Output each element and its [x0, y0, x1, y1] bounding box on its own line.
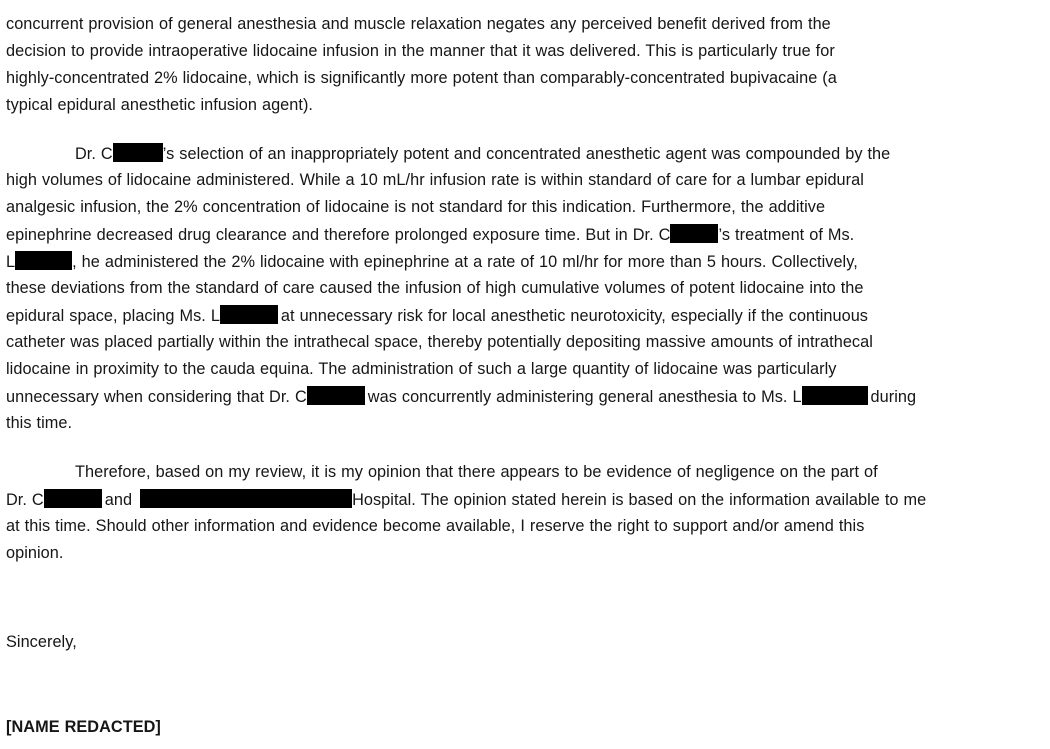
p2-line-4 [6, 224, 854, 245]
redaction-box [44, 489, 102, 508]
signature: [NAME REDACTED] [6, 718, 161, 736]
p2-line-1 [75, 143, 890, 164]
p3-line-3: at this time. Should other information and evidence become available, I reserve the right to support and/or amend this [6, 517, 865, 535]
p2-line-5-a: L [6, 253, 16, 271]
p2-line-7-b: at unnecessary risk for local anesthetic neurotoxicity, especially if the continuous [280, 307, 869, 325]
p2-line-9: lidocaine in proximity to the cauda equina. The administration of such a large quantity of lidocaine was particularly [6, 360, 837, 378]
p2-line-1-b: ’s selection of an inappropriately potent and concentrated anesthetic agent was compounded by the [162, 145, 891, 163]
closing: Sincerely, [6, 633, 77, 651]
p2-line-10-b: was concurrently administering general anesthesia to Ms. L [367, 388, 802, 406]
p3-line-2-a: Dr. C [6, 491, 44, 509]
p3-line-2 [6, 489, 926, 510]
p2-line-3: analgesic infusion, the 2% concentration of lidocaine is not standard for this indication. Furthermore, the additive [6, 198, 826, 216]
redaction-box [220, 305, 278, 324]
p2-line-7-a: epidural space, placing Ms. L [6, 307, 220, 325]
p3-line-2-c: Hospital. The opinion stated herein is based on the information available to me [352, 491, 927, 509]
p1-line-3: highly-concentrated 2% lidocaine, which is significantly more potent than comparably-concentrated bupivacaine (a [6, 69, 837, 87]
p3-line-4: opinion. [6, 544, 64, 562]
redaction-box [802, 386, 868, 405]
p2-line-7 [6, 305, 868, 326]
p2-line-10-a: unnecessary when considering that Dr. C [6, 388, 307, 406]
p2-line-10-c: during [870, 388, 917, 406]
p1-line-4: typical epidural anesthetic infusion agent). [6, 96, 313, 114]
p1-line-1: concurrent provision of general anesthesia and muscle relaxation negates any perceived benefit derived from the [6, 15, 831, 33]
p2-line-6: these deviations from the standard of care caused the infusion of high cumulative volumes of potent lidocaine into the [6, 279, 864, 297]
p2-line-5-b: , he administered the 2% lidocaine with epinephrine at a rate of 10 ml/hr for more than 5 hours. Collectively, [72, 253, 858, 271]
redaction-box [113, 143, 163, 162]
redaction-box [15, 251, 72, 270]
redaction-box [140, 489, 352, 508]
p2-line-4-b: ’s treatment of Ms. [718, 226, 855, 244]
p2-line-8: catheter was placed partially within the intrathecal space, thereby potentially depositing massive amounts of intrathecal [6, 333, 873, 351]
redaction-box [670, 224, 718, 243]
p3-line-2-b: and [104, 491, 133, 509]
p2-line-4-a: epinephrine decreased drug clearance and therefore prolonged exposure time. But in Dr. C [6, 226, 671, 244]
p2-line-2: high volumes of lidocaine administered. While a 10 mL/hr infusion rate is within standard of care for a lumbar epidural [6, 171, 864, 189]
redaction-box [307, 386, 365, 405]
p2-line-11: this time. [6, 414, 73, 432]
p2-line-5 [6, 251, 858, 272]
p2-line-1-a: Dr. C [75, 145, 113, 163]
p2-line-10 [6, 386, 916, 407]
p3-line-1: Therefore, based on my review, it is my opinion that there appears to be evidence of negligence on the part of [75, 463, 878, 481]
p1-line-2: decision to provide intraoperative lidocaine infusion in the manner that it was delivered. This is particularly true for [6, 42, 835, 60]
